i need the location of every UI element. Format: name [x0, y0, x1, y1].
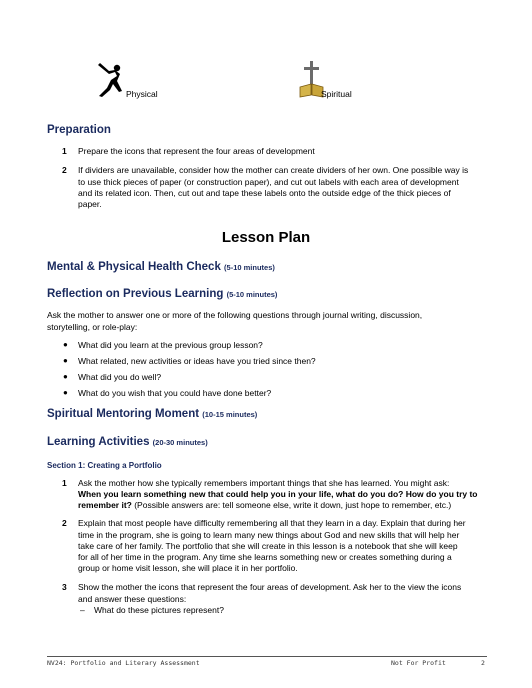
footer-divider — [47, 656, 487, 657]
bullet-marker: ● — [63, 388, 68, 397]
dash-marker: – — [80, 605, 85, 615]
health-check-heading — [47, 261, 275, 273]
activity2-line: take care of her family. The portfolio that she will create in this lesson is a notebook that she will keep — [78, 541, 458, 551]
prep-item-line: and its related icon. Then, cut out and tape these labels onto the outside edge of the thick pieces of — [78, 188, 451, 198]
physical-label: Physical — [126, 89, 158, 99]
reflection-intro-line: Ask the mother to answer one or more of the following questions through journal writing, discussion, — [47, 310, 423, 320]
activity1-question: When you learn something new that could help you in your life, what do you do? How do you try to — [78, 489, 478, 499]
learning-activities-title: Learning Activities — [47, 436, 150, 448]
health-check-title: Mental & Physical Health Check — [47, 261, 221, 273]
bullet-marker: ● — [63, 356, 68, 365]
prep-item-number: 2 — [62, 165, 67, 175]
spiritual-mentoring-time: (10-15 minutes) — [202, 410, 258, 419]
bullet-marker: ● — [63, 372, 68, 381]
reflection-bullet: What did you learn at the previous group lesson? — [78, 340, 263, 350]
reflection-intro-line: storytelling, or role-play: — [47, 322, 138, 332]
footer-not-for-profit: Not For Profit — [391, 659, 446, 667]
spiritual-mentoring-title: Spiritual Mentoring Moment — [47, 408, 200, 420]
preparation-heading: Preparation — [47, 124, 111, 136]
section1-title: Section 1: Creating a Portfolio — [47, 461, 162, 470]
activity-item-number: 2 — [62, 518, 67, 528]
activity-item-number: 3 — [62, 582, 67, 592]
bullet-marker: ● — [63, 340, 68, 349]
prep-item-text: Prepare the icons that represent the four areas of development — [78, 146, 315, 156]
activity1-line: Ask the mother how she typically remembers important things that she has learned. You might ask: — [78, 478, 450, 488]
reflection-bullet: What related, new activities or ideas have you tried since then? — [78, 356, 316, 366]
activity3-line: and answer these questions: — [78, 594, 187, 604]
lesson-plan-title: Lesson Plan — [221, 229, 311, 246]
prep-item-number: 1 — [62, 146, 67, 156]
activity3-subquestion: What do these pictures represent? — [94, 605, 224, 615]
activity1-question-end: remember it? — [78, 500, 132, 510]
activity2-line: Explain that most people have difficulty remembering all that they learn in a day. Explain that during her — [78, 518, 466, 528]
reflection-title: Reflection on Previous Learning — [47, 288, 224, 300]
learning-activities-heading — [47, 436, 208, 448]
reflection-bullet: What do you wish that you could have done better? — [78, 388, 272, 398]
health-check-time: (5-10 minutes) — [224, 263, 275, 272]
activity2-line: time in the program, she is going to learn many new things about God and new skills that will help her — [78, 530, 460, 540]
reflection-bullet: What did you do well? — [78, 372, 162, 382]
prep-item-line: If dividers are unavailable, consider how the mother can create dividers of her own. One possible way is — [78, 165, 469, 175]
spiritual-mentoring-heading — [47, 408, 257, 420]
spiritual-label: Spiritual — [321, 89, 352, 99]
prep-item-line: to use thick pieces of paper (or construction paper), and cut out labels with each area of development — [78, 177, 459, 187]
activity2-line: group or home visit lesson, she will place it in her portfolio. — [78, 563, 298, 573]
footer-page-number: 2 — [481, 659, 485, 667]
reflection-time: (5-10 minutes) — [226, 290, 278, 299]
development-icons-row — [90, 60, 470, 110]
activity1-possible-answers: (Possible answers are: tell someone else, write it down, just hope to remember, etc.) — [131, 500, 452, 510]
prep-item-line: paper. — [78, 199, 102, 209]
footer-document-title: NV24: Portfolio and Literary Assessment — [47, 659, 200, 667]
physical-stretch-icon — [95, 62, 125, 98]
reflection-heading — [47, 288, 277, 300]
activity-item-number: 1 — [62, 478, 67, 488]
activity2-line: for all of her time in the program. Any time she learns something new or creates something during a — [78, 552, 452, 562]
activity3-line: Show the mother the icons that represent the four areas of development. Ask her to the view the icons — [78, 582, 462, 592]
activity1-line3 — [78, 500, 451, 511]
learning-activities-time: (20-30 minutes) — [152, 438, 208, 447]
